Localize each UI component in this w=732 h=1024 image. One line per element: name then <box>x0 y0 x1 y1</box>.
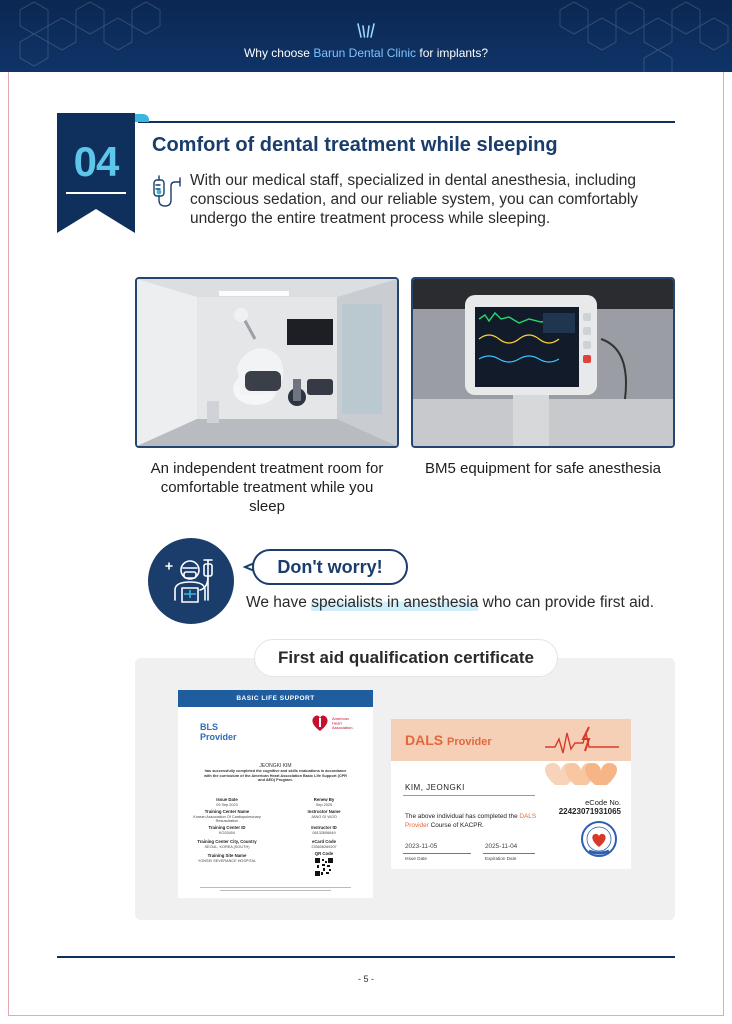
svg-text:American: American <box>332 716 349 721</box>
anesthesia-monitor-photo <box>411 277 675 448</box>
dals-name-rule <box>403 795 535 796</box>
kacpr-seal-icon <box>581 821 617 857</box>
title-rule <box>138 121 675 123</box>
badge-underline <box>66 192 126 194</box>
bls-field: Training Site Name YONSEI SEVERANCE HOSPITAL <box>197 853 257 863</box>
dals-ecode-label: eCode No. <box>585 798 621 807</box>
dont-worry-bubble: Don't worry! <box>252 549 408 585</box>
bls-field: QR Code <box>314 851 334 856</box>
dals-issue-label: Issue Date <box>405 856 427 861</box>
doctor-anesthesia-icon <box>148 538 234 624</box>
iv-drip-icon <box>150 172 184 210</box>
svg-text:Association.: Association. <box>332 725 354 730</box>
dals-heart-ecg-art <box>541 723 629 793</box>
certificate-section-title: First aid qualification certificate <box>254 639 558 677</box>
dals-holder-name: KIM, JEONGKI <box>405 783 465 792</box>
dals-ecode: 22423071931065 <box>558 807 621 816</box>
header-title: Why choose Barun Dental Clinic for implants? <box>243 46 489 60</box>
bls-field: Training Center Name Korean Association Of Cardiopulmonary Resuscitation <box>193 809 261 824</box>
title-rule-accent <box>135 114 149 122</box>
bls-holder-name: JEONGKI KIM <box>259 763 292 769</box>
dals-statement: The above individual has completed the DALS Provider Course of KACPR. <box>405 813 537 829</box>
photo-caption-treatment-room: An independent treatment room for comfortable treatment while you sleep <box>150 460 384 515</box>
section-title: Comfort of dental treatment while sleeping <box>152 134 558 156</box>
section-number: 04 <box>73 138 119 185</box>
dals-issue-date: 2023-11-05 <box>405 843 438 850</box>
clinic-logo-icon <box>354 22 378 40</box>
dals-expiration-label: Expiration Date <box>485 856 517 861</box>
reassurance-text: We have specialists in anesthesia who can provide first aid. <box>246 594 655 611</box>
bls-field: Issue Date 09 Sep 2023 <box>216 797 238 807</box>
svg-text:Heart: Heart <box>332 720 342 726</box>
bls-field: eCard Code 233606269207 <box>311 839 337 849</box>
dals-certificate <box>391 719 631 869</box>
bls-certificate <box>178 690 373 898</box>
american-heart-association-logo <box>310 712 354 734</box>
bls-description: has successfully completed the cognitive and skills evaluations in accordance with the curriculum of the American Heart Association Basic Life Support (CPR and AED) Program. <box>204 769 347 783</box>
bls-field: Instructor Name JANG GI WOO <box>307 809 341 819</box>
footer-rule <box>57 956 675 958</box>
treatment-room-photo <box>135 277 399 448</box>
section-intro: With our medical staff, specialized in dental anesthesia, including conscious sedation, and our reliable system, you can comfortably undergo the entire treatment process while sleeping. <box>190 172 639 227</box>
bls-field: Training Center City, Country SEOUL, KOREA (SOUTH) <box>197 839 257 849</box>
page-number: - 5 - <box>357 974 374 984</box>
bls-provider-title: BLS Provider <box>200 722 237 742</box>
bls-field: Training Center ID KO20404 <box>208 825 246 835</box>
dals-title: DALS Provider <box>405 732 492 748</box>
photo-caption-monitor: BM5 equipment for safe anesthesia <box>425 460 661 477</box>
bls-fine-print <box>190 886 361 892</box>
dals-date-rule <box>403 853 471 854</box>
qr-code-icon <box>315 858 333 876</box>
dals-date-rule <box>483 853 535 854</box>
bls-field: Instructor ID 08132606649 <box>311 825 337 835</box>
bls-field: Renew By Sep 2025 <box>313 797 335 807</box>
dals-expiration-date: 2025-11-04 <box>485 843 518 850</box>
bls-header-bar: BASIC LIFE SUPPORT <box>178 690 373 707</box>
page-header <box>0 0 732 72</box>
